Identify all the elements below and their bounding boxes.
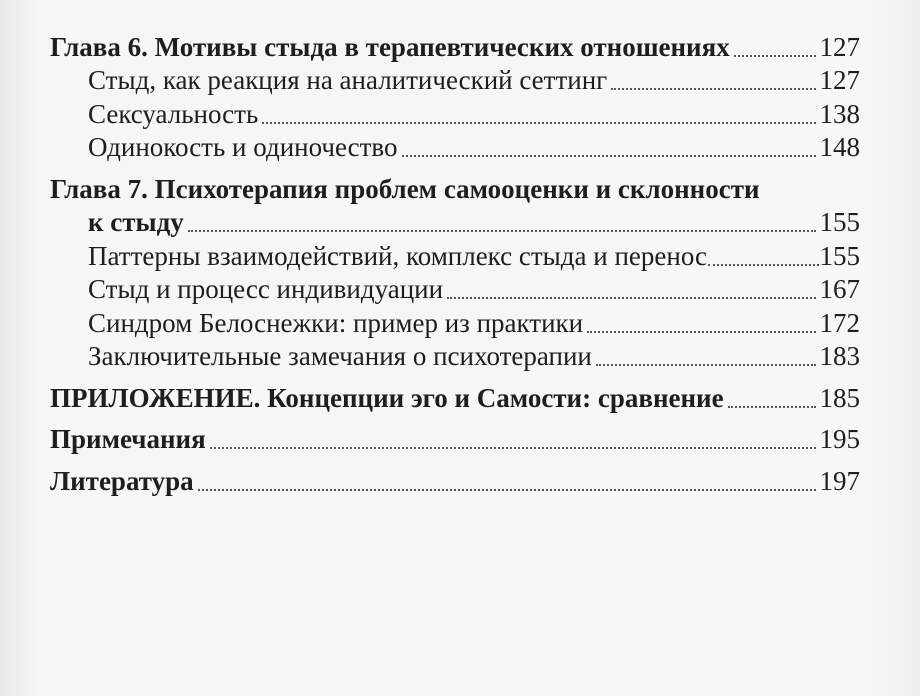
leader-dots <box>198 489 816 491</box>
toc-entry-title: ПРИЛОЖЕНИЕ. Концепции эго и Самости: сравнение <box>50 382 724 413</box>
toc-entry-page: 138 <box>819 98 860 129</box>
toc-entry-title: Сексуальность <box>88 98 259 129</box>
toc-entry-notes <box>50 423 860 457</box>
leader-dots <box>210 447 816 449</box>
leader-dots <box>611 88 815 90</box>
toc-entry-chapter-7-continuation <box>50 206 860 240</box>
toc-entry-page: 185 <box>819 382 860 413</box>
toc-entry-title: Стыд и процесс индивидуации <box>88 274 444 304</box>
leader-dots <box>402 155 816 157</box>
toc-entry-page: 155 <box>819 240 860 271</box>
toc-entry-appendix <box>50 381 860 415</box>
toc-entry-title: Примечания <box>50 424 206 454</box>
toc-entry-title: к стыду <box>88 207 184 237</box>
toc-entry-section <box>50 239 860 273</box>
leader-dots <box>596 364 816 366</box>
table-of-contents <box>50 30 860 498</box>
toc-entry-page: 172 <box>819 307 860 338</box>
toc-entry-page: 148 <box>819 132 860 162</box>
toc-entry-literature <box>50 464 860 498</box>
leader-dots <box>188 230 816 232</box>
toc-entry-section <box>50 273 860 307</box>
toc-entry-section <box>50 340 860 374</box>
toc-entry-page: 183 <box>819 341 860 371</box>
toc-entry-title: Синдром Белоснежки: пример из практики <box>88 307 584 338</box>
toc-entry-chapter-7 <box>50 172 860 206</box>
leader-dots <box>447 297 815 299</box>
toc-entry-page: 167 <box>819 274 860 304</box>
toc-entry-section <box>50 64 860 98</box>
toc-entry-title: Глава 6. Мотивы стыда в терапевтических отношениях <box>50 31 730 62</box>
toc-entry-page: 127 <box>819 65 860 95</box>
toc-entry-title: Одинокость и одиночество <box>88 132 398 162</box>
toc-entry-page: 195 <box>819 424 860 454</box>
toc-entry-page: 197 <box>819 465 860 496</box>
leader-dots <box>734 55 816 57</box>
toc-entry-page: 155 <box>819 207 860 237</box>
toc-entry-section <box>50 306 860 340</box>
toc-entry-section <box>50 131 860 165</box>
leader-dots <box>708 264 819 266</box>
leader-dots <box>587 331 815 333</box>
toc-entry-title: Паттерны взаимодействий, комплекс стыда и перенос <box>88 240 707 271</box>
toc-entry-chapter-6 <box>50 30 860 64</box>
toc-entry-title: Литература <box>50 465 194 496</box>
toc-entry-page: 127 <box>819 31 860 62</box>
toc-entry-title: Стыд, как реакция на аналитический сеттинг <box>88 65 608 95</box>
toc-entry-title: Глава 7. Психотерапия проблем самооценки и склонности <box>50 173 760 204</box>
toc-entry-section <box>50 97 860 131</box>
toc-entry-title: Заключительные замечания о психотерапии <box>88 341 592 371</box>
leader-dots <box>728 406 816 408</box>
leader-dots <box>262 122 815 124</box>
